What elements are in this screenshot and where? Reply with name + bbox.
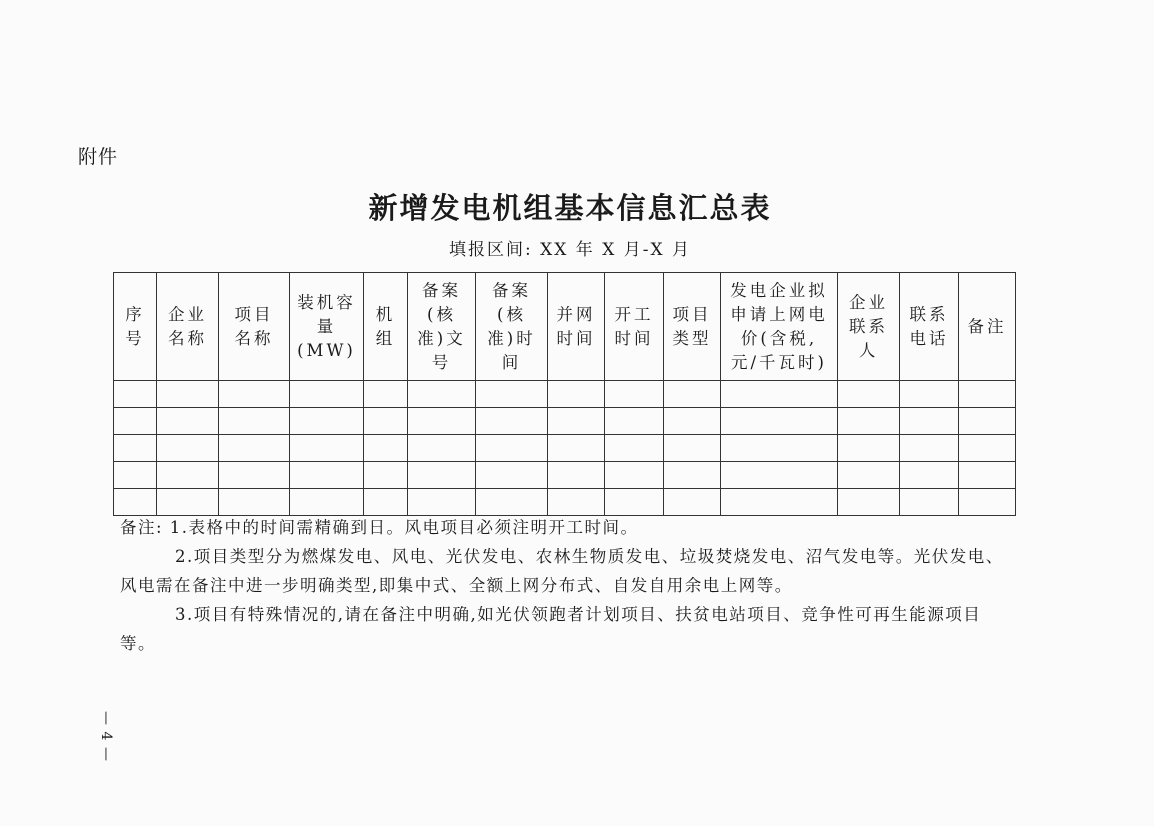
table-cell bbox=[605, 408, 664, 435]
table-cell bbox=[408, 381, 476, 408]
table-cell bbox=[959, 408, 1016, 435]
table-cell bbox=[364, 462, 408, 489]
table-cell bbox=[476, 435, 548, 462]
table-cell bbox=[114, 489, 157, 516]
attachment-label: 附件 bbox=[78, 146, 119, 168]
page-number-value: 4 bbox=[98, 731, 114, 741]
table-cell bbox=[219, 489, 290, 516]
table-cell bbox=[900, 381, 959, 408]
table-cell bbox=[290, 408, 364, 435]
table-row bbox=[114, 408, 1016, 435]
header-cell: 备案 (核 准)文 号 bbox=[408, 273, 476, 381]
table-cell bbox=[959, 462, 1016, 489]
table-cell bbox=[959, 489, 1016, 516]
table-cell bbox=[721, 462, 838, 489]
table-row bbox=[114, 489, 1016, 516]
table-cell bbox=[364, 381, 408, 408]
table-cell bbox=[900, 462, 959, 489]
table-cell bbox=[157, 435, 219, 462]
note-2: 2.项目类型分为燃煤发电、风电、光伏发电、农林生物质发电、垃圾焚烧发电、沼气发电等。光伏发电、风电需在备注中进一步明确类型,即集中式、全额上网分布式、自发自用余电上网等。 bbox=[120, 547, 1004, 595]
header-cell: 企业 联系 人 bbox=[838, 273, 900, 381]
notes bbox=[120, 513, 1010, 658]
table-header-row bbox=[114, 273, 1016, 381]
header-cell: 项目 名称 bbox=[219, 273, 290, 381]
table-cell bbox=[605, 435, 664, 462]
table-cell bbox=[408, 435, 476, 462]
table-cell bbox=[664, 462, 721, 489]
table-cell bbox=[838, 381, 900, 408]
table-cell bbox=[664, 381, 721, 408]
table-cell bbox=[408, 462, 476, 489]
table-row bbox=[114, 381, 1016, 408]
table-cell bbox=[476, 489, 548, 516]
header-cell: 机 组 bbox=[364, 273, 408, 381]
table-cell bbox=[114, 462, 157, 489]
reporting-period: 填报区间: XX 年 X 月-X 月 bbox=[449, 240, 691, 260]
table-cell bbox=[476, 381, 548, 408]
table-cell bbox=[114, 435, 157, 462]
header-cell: 备注 bbox=[959, 273, 1016, 381]
table-cell bbox=[605, 381, 664, 408]
table-cell bbox=[721, 489, 838, 516]
table-cell bbox=[900, 408, 959, 435]
table-cell bbox=[157, 489, 219, 516]
table-cell bbox=[364, 408, 408, 435]
table-cell bbox=[838, 489, 900, 516]
note-3: 3.项目有特殊情况的,请在备注中明确,如光伏领跑者计划项目、扶贫电站项目、竞争性可再生能源项目等。 bbox=[120, 605, 982, 653]
table-cell bbox=[721, 435, 838, 462]
header-cell: 并网 时间 bbox=[548, 273, 605, 381]
table-cell bbox=[114, 408, 157, 435]
summary-table bbox=[113, 272, 1016, 516]
table-cell bbox=[959, 435, 1016, 462]
table-cell bbox=[157, 381, 219, 408]
table-cell bbox=[290, 462, 364, 489]
table-cell bbox=[548, 408, 605, 435]
header-cell: 发电企业拟 申请上网电 价(含税, 元/千瓦时) bbox=[721, 273, 838, 381]
table-cell bbox=[290, 489, 364, 516]
table-cell bbox=[290, 381, 364, 408]
table-cell bbox=[664, 489, 721, 516]
table-cell bbox=[838, 462, 900, 489]
table-cell bbox=[219, 435, 290, 462]
table-cell bbox=[157, 408, 219, 435]
table-cell bbox=[364, 489, 408, 516]
table-cell bbox=[219, 408, 290, 435]
table-cell bbox=[114, 381, 157, 408]
table-cell bbox=[721, 408, 838, 435]
table-cell bbox=[900, 435, 959, 462]
table-cell bbox=[219, 462, 290, 489]
header-cell: 项目 类型 bbox=[664, 273, 721, 381]
header-cell: 装机容 量(MW) bbox=[290, 273, 364, 381]
table-cell bbox=[900, 489, 959, 516]
table-cell bbox=[605, 462, 664, 489]
table-cell bbox=[548, 381, 605, 408]
table-cell bbox=[290, 435, 364, 462]
note-1: 备注: 1.表格中的时间需精确到日。风电项目必须注明开工时间。 bbox=[120, 518, 639, 537]
table-cell bbox=[605, 489, 664, 516]
table-cell bbox=[959, 381, 1016, 408]
table-cell bbox=[408, 408, 476, 435]
table-cell bbox=[408, 489, 476, 516]
table-cell bbox=[219, 381, 290, 408]
table-cell bbox=[721, 381, 838, 408]
table-cell bbox=[364, 435, 408, 462]
header-cell: 备案 (核 准)时 间 bbox=[476, 273, 548, 381]
table-cell bbox=[664, 408, 721, 435]
table-title: 新增发电机组基本信息汇总表 bbox=[368, 191, 772, 225]
table-row bbox=[114, 462, 1016, 489]
table-body bbox=[114, 381, 1016, 516]
table-cell bbox=[664, 435, 721, 462]
page-number: — 4 — bbox=[98, 711, 114, 761]
table-cell bbox=[476, 408, 548, 435]
table-cell bbox=[548, 489, 605, 516]
table-cell bbox=[548, 435, 605, 462]
header-cell: 联系 电话 bbox=[900, 273, 959, 381]
header-cell: 企业 名称 bbox=[157, 273, 219, 381]
table-cell bbox=[548, 462, 605, 489]
table-cell bbox=[476, 462, 548, 489]
header-cell: 开工 时间 bbox=[605, 273, 664, 381]
table-cell bbox=[157, 462, 219, 489]
header-cell: 序 号 bbox=[114, 273, 157, 381]
table-cell bbox=[838, 408, 900, 435]
table-cell bbox=[838, 435, 900, 462]
table-row bbox=[114, 435, 1016, 462]
